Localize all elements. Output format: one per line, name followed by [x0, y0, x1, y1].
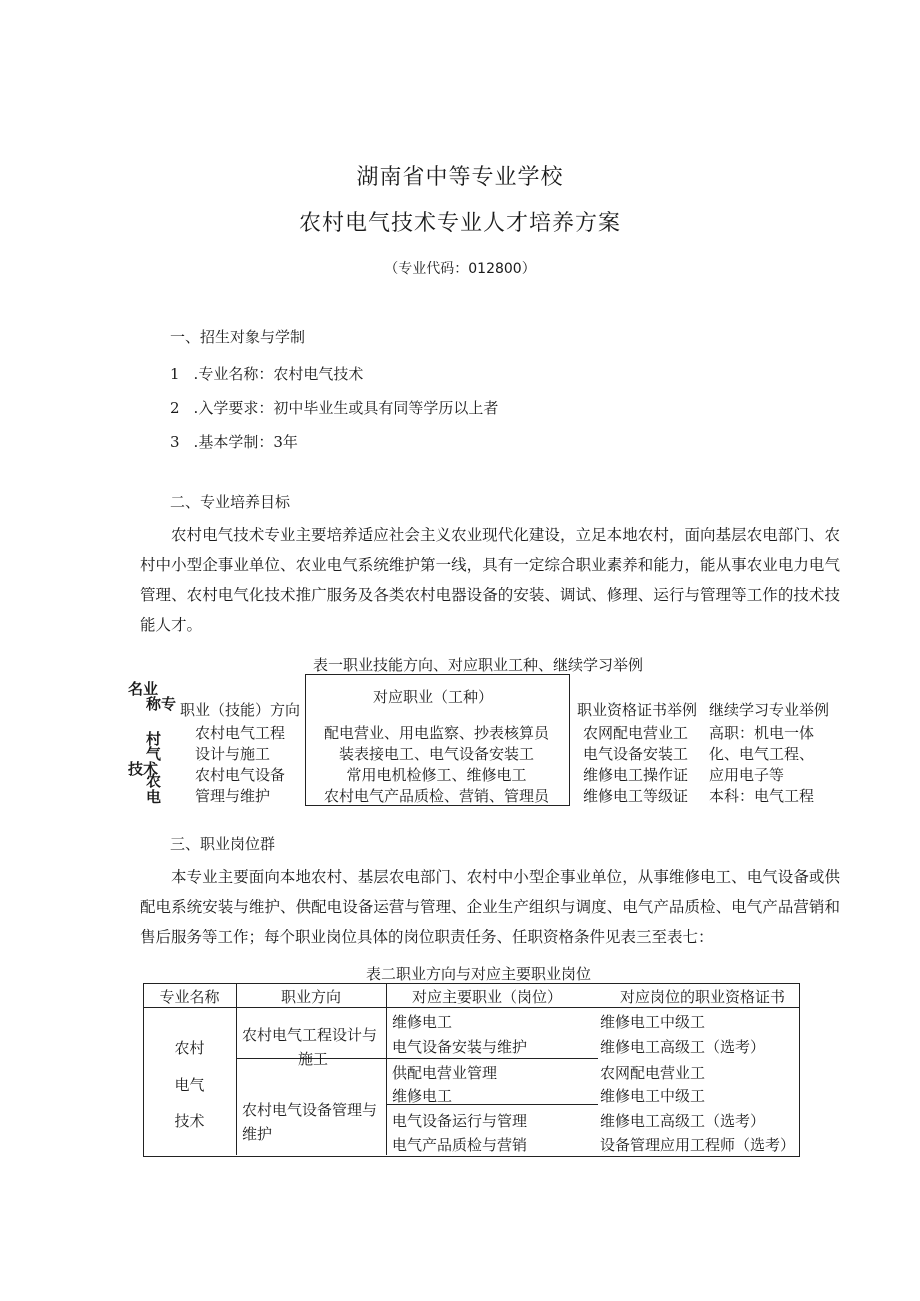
table2-caption: 表二职业方向与对应主要职业岗位 — [366, 965, 592, 983]
table2-cert: 设备管理应用工程师（选考） — [600, 1136, 796, 1154]
major-code: （专业代码：012800） — [384, 261, 536, 277]
section3-paragraph: 本专业主要面向本地农村、基层农电部门、农村中小型企事业单位，从事维修电工、电气设备或供配电系统安装与维护、供配电设备运营与管理、企业生产组织与调度、电气产品质检、电气产品营销和售后服务等工作；每个职业岗位具体的岗位职责任务、任职资格条件见表三至表七： — [140, 868, 840, 946]
table1-row-body-char: 农 — [146, 772, 162, 790]
table2-job: 维修电工 — [392, 1013, 453, 1031]
table1-occupation: 装表接电工、电气设备安装工 — [338, 745, 534, 763]
table1-further: 应用电子等 — [709, 766, 785, 784]
table2-job: 维修电工 — [392, 1087, 453, 1105]
section2-paragraph: 农村电气技术专业主要培养适应社会主义农业现代化建设，立足本地农村，面向基层农电部门、农村中小型企事业单位、农业电气系统维护第一线，具有一定综合职业素养和能力，能从事农业电力电气管理、农村电气化技术推广服务及各类农村电器设备的安装、调试、修理、运行与管理等工作的技术技能人才。 — [140, 526, 840, 634]
table1-further: 化、电气工程、 — [709, 745, 815, 763]
table2-job: 供配电营业管理 — [392, 1064, 498, 1082]
section1-item — [170, 363, 363, 384]
table1-occupation: 农村电气产品质检、营销、管理员 — [323, 787, 549, 805]
table2-major: 农村 — [174, 1039, 205, 1057]
table2-col-rule — [236, 983, 237, 1155]
table1-certificate: 农网配电营业工 — [583, 724, 689, 742]
table1-direction: 农村电气工程 — [195, 724, 286, 742]
table1-header-occupation: 对应职业（工种） — [373, 688, 494, 706]
table2-cert: 维修电工高级工（选考） — [600, 1038, 766, 1056]
table1-row-header-char: 名业 — [128, 680, 159, 698]
table1-row-body-char: 气 — [146, 745, 162, 763]
table2-job: 电气设备运行与管理 — [392, 1112, 528, 1130]
table2-direction: 农村电气设备管理与 — [242, 1101, 378, 1119]
table1-header-certificate: 职业资格证书举例 — [577, 701, 698, 719]
table1-further: 本科：电气工程 — [709, 787, 815, 805]
section1-item — [170, 397, 498, 418]
table2-cert: 维修电工中级工 — [600, 1013, 706, 1031]
table2-header: 对应岗位的职业资格证书 — [620, 988, 786, 1006]
item-number: 3 — [170, 433, 180, 451]
table1-direction: 管理与维护 — [195, 787, 271, 805]
table1-row-body-char: 电 — [146, 788, 162, 806]
table2-header: 专业名称 — [159, 988, 220, 1006]
section2-heading: 二、专业培养目标 — [170, 493, 291, 511]
table2-direction: 施工 — [298, 1050, 329, 1068]
table2-direction: 农村电气工程设计与 — [242, 1026, 378, 1044]
table2-group-rule — [236, 1058, 598, 1059]
table2-header: 职业方向 — [280, 988, 341, 1006]
table1-further: 高职：机电一体 — [709, 724, 815, 742]
table2-cert: 农网配电营业工 — [600, 1064, 706, 1082]
table1-caption: 表一职业技能方向、对应职业工种、继续学习举例 — [313, 656, 644, 674]
table1-direction: 设计与施工 — [195, 745, 271, 763]
table2-header: 对应主要职业（岗位） — [412, 988, 563, 1006]
table2-cert: 维修电工中级工 — [600, 1087, 706, 1105]
table1-row-body-char: 村 — [146, 730, 162, 748]
table2-header-rule — [143, 1007, 799, 1008]
table2-col-rule — [386, 983, 387, 1155]
item-text: .专业名称：农村电气技术 — [193, 365, 364, 383]
table2-job: 电气产品质检与营销 — [392, 1136, 528, 1154]
table1-occupation: 配电营业、用电监察、抄表核算员 — [323, 724, 549, 742]
table2-major: 技术 — [174, 1112, 205, 1130]
table2-cert: 维修电工高级工（选考） — [600, 1112, 766, 1130]
table1-certificate: 维修电工操作证 — [583, 766, 689, 784]
table1-row-header-char: 称专 — [146, 695, 177, 713]
table2-job: 电气设备安装与维护 — [392, 1038, 528, 1056]
item-number: 1 — [170, 365, 180, 383]
table1-header-further: 继续学习专业举例 — [709, 701, 830, 719]
item-number: 2 — [170, 399, 180, 417]
table1-row-body-char: 技术 — [128, 760, 159, 778]
section1-item — [170, 431, 298, 452]
table1-certificate: 电气设备安装工 — [583, 745, 689, 763]
table2-direction: 维护 — [242, 1125, 273, 1143]
table2-major: 电气 — [174, 1076, 205, 1094]
item-text: .入学要求：初中毕业生或具有同等学历以上者 — [193, 399, 499, 417]
page-subtitle: 农村电气技术专业人才培养方案 — [298, 211, 621, 236]
table1-certificate: 维修电工等级证 — [583, 787, 689, 805]
table1-occupation: 常用电机检修工、维修电工 — [346, 766, 527, 784]
table1-header-direction: 职业（技能）方向 — [180, 701, 301, 719]
section1-heading: 一、招生对象与学制 — [170, 328, 306, 346]
section3-heading: 三、职业岗位群 — [170, 835, 276, 853]
page-title: 湖南省中等专业学校 — [356, 165, 564, 190]
item-text: .基本学制：3年 — [193, 433, 298, 451]
table1-direction: 农村电气设备 — [195, 766, 286, 784]
